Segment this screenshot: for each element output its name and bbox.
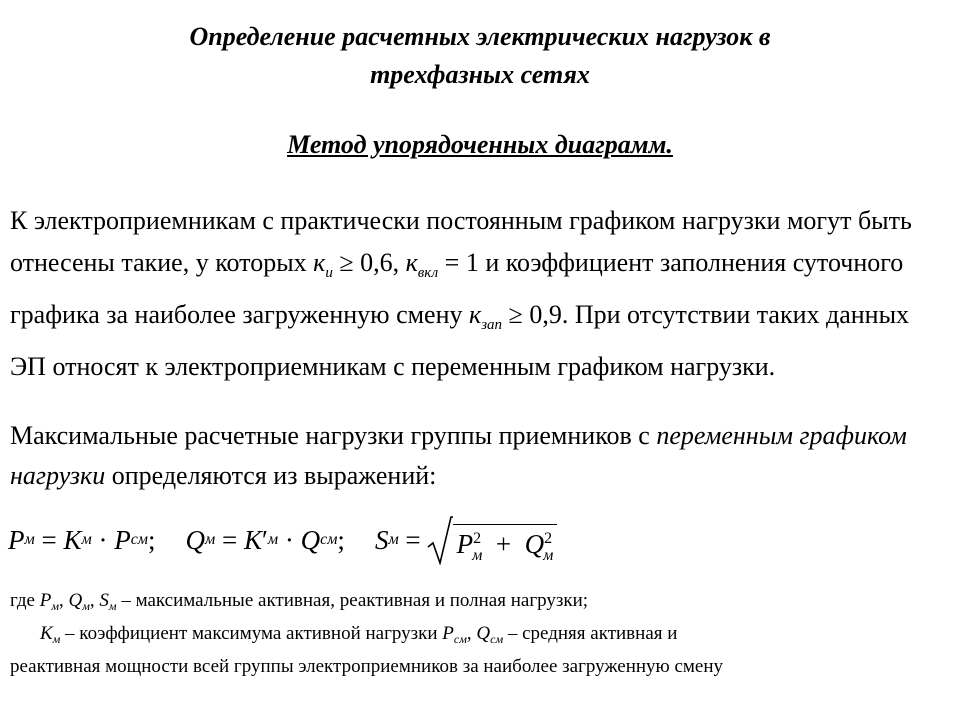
note1-m-sub: м <box>82 599 90 613</box>
note2-text-1: – коэффициент максимума активной нагрузки <box>60 623 443 644</box>
note1-p-symbol: P <box>39 590 52 611</box>
formula-p-symbol: P <box>456 529 474 559</box>
p1-text-2: ≥ 0,6, <box>332 248 406 277</box>
formula-m-sub: м <box>24 531 35 548</box>
p2-text-2: определяются из выражений: <box>105 461 437 490</box>
formula-exponent: 2 <box>473 530 482 547</box>
p1-text-3: = 1 и коэффициент заполнения суточного графика за наиболее загруженную смену <box>10 248 904 329</box>
formula-k-symbol: K <box>243 524 262 555</box>
formula-semicolon: ; <box>337 524 345 555</box>
formula-dot: · <box>284 524 294 555</box>
note1-prefix: где <box>10 590 40 611</box>
slide-title-line1: Определение расчетных электрических нагрузок в <box>189 22 771 51</box>
note1-comma: , <box>89 590 100 611</box>
formula-m-sub: м <box>543 547 554 564</box>
note2-q-symbol: Q <box>476 623 491 644</box>
paragraph-constant-load <box>10 200 940 388</box>
formula-q-symbol: Q <box>185 524 206 555</box>
formula-m-sub: м <box>388 531 399 548</box>
formula-m-sub: м <box>81 531 92 548</box>
formula-k-symbol: K <box>63 524 82 555</box>
note2-comma: , <box>466 623 477 644</box>
note-line-2 <box>40 619 960 654</box>
k-symbol: к <box>469 300 482 329</box>
k-symbol: к <box>405 248 418 277</box>
note2-m-sub: м <box>52 632 61 646</box>
formula-m-sub: м <box>472 547 483 564</box>
radicand <box>453 524 558 565</box>
p1-text-1: К электроприемникам с практически постоянным графиком нагрузки могут быть отнесены такие, у которых <box>10 206 912 277</box>
note2-p-symbol: P <box>442 623 454 644</box>
formula-s-symbol: S <box>374 524 389 555</box>
note1-text: – максимальные активная, реактивная и полная нагрузки; <box>116 590 589 611</box>
formula-sm-sub: см <box>130 531 148 548</box>
formula-semicolon: ; <box>148 524 156 555</box>
note1-m-sub: м <box>51 599 59 613</box>
p1-text-4: ≥ 0,9. При отсутствии таких данных ЭП относят к электроприемникам с переменным графиком нагрузки. <box>10 300 910 381</box>
method-subtitle: Метод упорядоченных диаграмм. <box>287 130 673 159</box>
formula-equals: = <box>41 524 57 555</box>
paragraph-variable-load <box>10 416 940 496</box>
formula-q-symbol: Q <box>300 524 321 555</box>
formula-m-sub: м <box>205 531 216 548</box>
p2-text-1: Максимальные расчетные нагрузки группы приемников с <box>10 421 657 450</box>
formula-plus: + <box>495 529 512 559</box>
note1-s-symbol: S <box>99 590 109 611</box>
slide-title <box>0 18 960 94</box>
formula-prime: ′ <box>261 524 268 555</box>
radical-sign-icon <box>427 515 453 565</box>
formula-equals: = <box>221 524 238 555</box>
p2-italic: переменным графиком нагрузки <box>10 421 907 490</box>
kzap-subscript: зап <box>481 317 503 333</box>
kvkl-subscript: вкл <box>417 265 439 281</box>
formula-m-sub: м <box>267 531 279 548</box>
note1-m-sub: м <box>108 599 117 613</box>
formula-p-symbol: P <box>8 524 25 555</box>
ki-subscript: и <box>325 265 333 281</box>
formula-equals: = <box>405 524 421 555</box>
k-symbol: к <box>313 248 326 277</box>
note-line-3: реактивная мощности всей группы электроприемников за наиболее загруженную смену <box>10 656 724 677</box>
note-line-1 <box>10 586 950 621</box>
note1-q-symbol: Q <box>68 590 83 611</box>
formula-exponent: 2 <box>544 530 553 547</box>
note2-sm-sub: см <box>453 632 467 646</box>
note2-sm-sub: см <box>490 632 504 646</box>
formula-dot: · <box>98 524 108 555</box>
square-root <box>427 515 558 565</box>
formula-q-symbol: Q <box>524 529 545 559</box>
note2-k-symbol: К <box>40 623 53 644</box>
formula-row <box>8 512 557 568</box>
formula-p-symbol: P <box>114 524 131 555</box>
formula-sm-sub: см <box>320 531 338 548</box>
note1-comma: , <box>58 590 69 611</box>
slide-title-line2: трехфазных сетях <box>370 60 590 89</box>
note2-text-2: – средняя активная и <box>503 623 678 644</box>
